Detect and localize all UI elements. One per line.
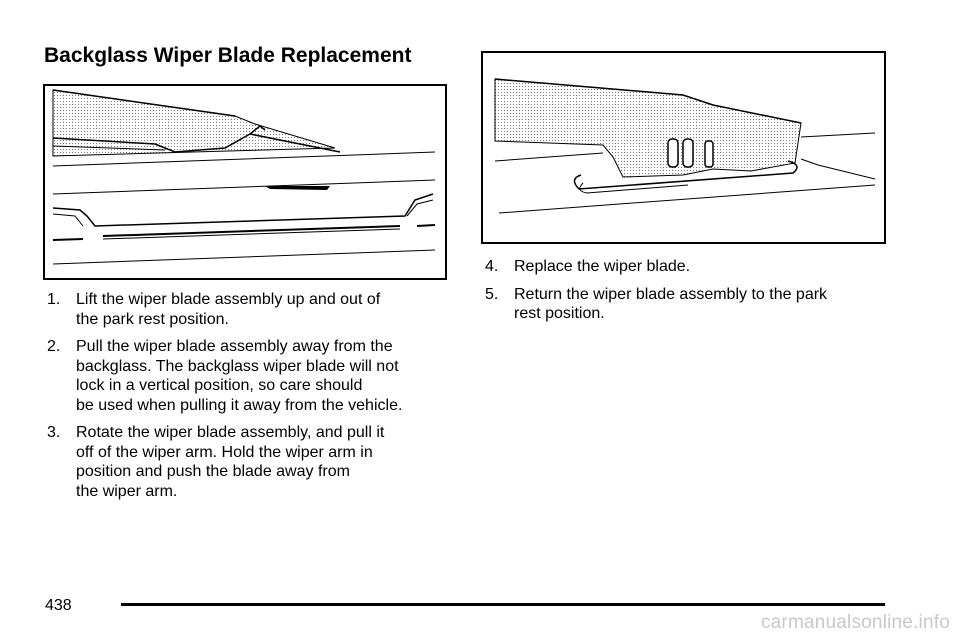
step-number: 4. — [485, 258, 499, 275]
step-text: Return the wiper blade assembly to the park rest position. — [514, 285, 828, 322]
step-number: 5. — [485, 285, 499, 303]
section-title: Backglass Wiper Blade Replacement — [44, 44, 412, 67]
watermark: carmanualsonline.info — [760, 612, 950, 633]
step-item — [47, 290, 467, 329]
wiper-mount-drawing — [483, 53, 884, 242]
instruction-steps-right — [485, 257, 905, 332]
step-text: Pull the wiper blade assembly away from the backglass. The backglass wiper blade will not lock in a vertical position, so care should be used when pulling it away from the vehicle. — [76, 338, 403, 414]
step-text: Rotate the wiper blade assembly, and pull it off of the wiper arm. Hold the wiper arm in position and push the blade away from the wiper arm. — [76, 424, 385, 500]
step-item — [485, 257, 905, 277]
footer-rule — [121, 603, 885, 606]
page-number: 438 — [45, 597, 72, 614]
step-number: 2. — [47, 338, 61, 355]
step-number: 3. — [47, 424, 61, 441]
step-item — [485, 285, 905, 324]
step-text: Lift the wiper blade assembly up and out of the park rest position. — [76, 291, 381, 328]
wiper-blade-illustration — [43, 84, 447, 280]
step-number: 1. — [47, 291, 61, 308]
wiper-blade-drawing — [45, 86, 445, 278]
step-item — [47, 423, 467, 501]
step-text: Replace the wiper blade. — [514, 258, 691, 275]
wiper-mount-illustration — [481, 51, 886, 244]
step-item — [47, 337, 467, 415]
instruction-steps-left — [47, 290, 467, 509]
